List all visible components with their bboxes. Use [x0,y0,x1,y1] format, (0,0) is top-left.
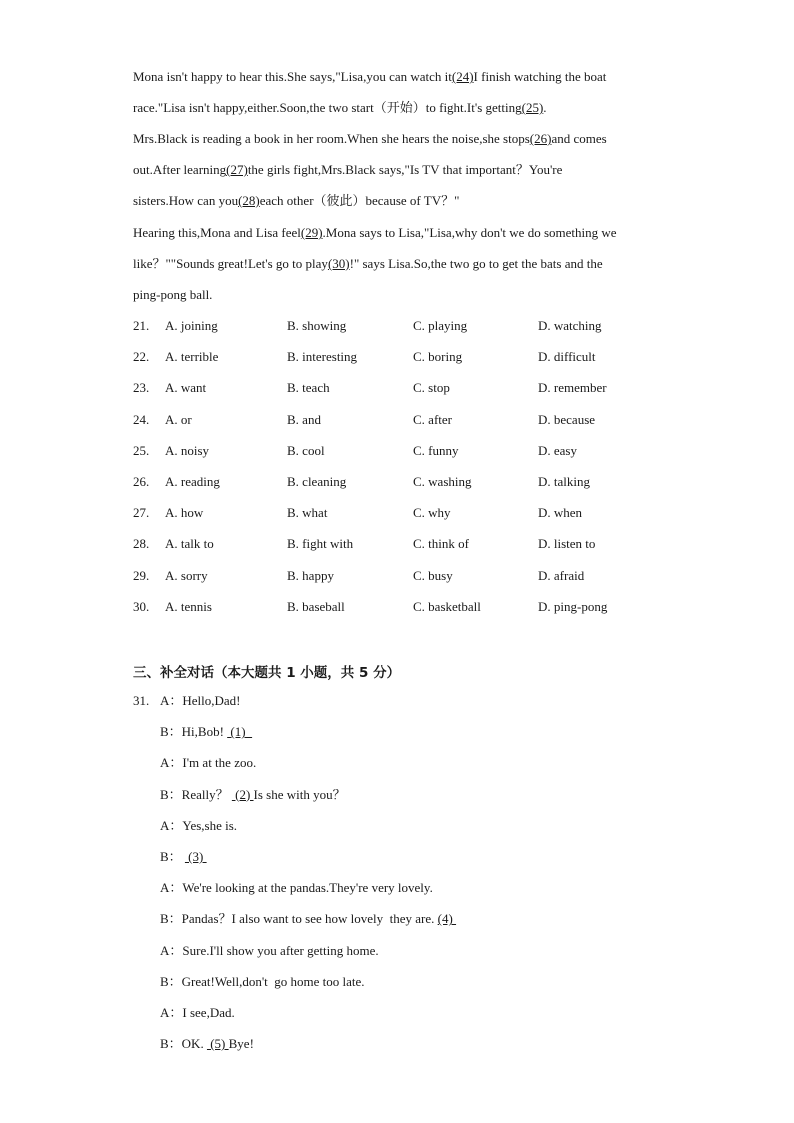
option-a: A. reading [165,474,220,489]
option-b: B. teach [287,380,330,396]
blank-24: (24) [451,69,474,84]
question-number: 28. [133,536,150,552]
option-d: D. easy [538,442,577,458]
option-d: D. talking [538,474,590,489]
passage-line-4 [133,162,562,178]
question-number: 25. [133,442,150,458]
option-c: C. think of [413,536,469,552]
dialogue-line [160,1005,235,1021]
speaker-label: A： [160,817,183,833]
dialogue-text: I'm at the zoo. [182,755,257,771]
passage-text: . [543,100,547,115]
passage-text: and comes [551,131,607,146]
dialogue-text: Is she with you？ [253,786,346,802]
question-number: 26. [133,474,150,489]
option-d: D. when [538,505,583,521]
option-a: A. sorry [165,567,208,583]
passage-text: !" says Lisa.So,the two go to get the bats and the [349,256,603,271]
option-d: D. because [538,411,596,427]
option-a: A. noisy [165,442,210,458]
blank-28: (28) [238,193,260,208]
passage-text: Mrs.Black is reading a book in her room.When she hears the noise,she stops [133,131,530,146]
option-c: C. boring [413,349,463,365]
passage-text: .Mona says to Lisa,"Lisa,why don't we do something we [322,225,617,240]
passage-text: like？""Sounds great!Let's go to play [133,256,328,271]
speaker-label: B： [160,849,182,864]
question-number: 23. [133,380,150,396]
dialogue-line [160,880,433,896]
dialogue-line [160,787,346,803]
dialogue-blank: (5) [206,1036,229,1052]
speaker-label: B： [160,1036,182,1052]
dialogue-line [160,724,252,740]
option-b: B. interesting [287,349,358,365]
dialogue-line [160,755,256,771]
option-a: A. talk to [165,536,214,552]
option-c: C. why [413,505,451,521]
question-number: 27. [133,505,150,521]
option-c: C. washing [413,474,472,489]
option-b: B. cleaning [287,474,347,489]
speaker-label: A： [160,755,183,771]
dialogue-blank: (1) [227,724,253,740]
passage-text: Hearing this,Mona and Lisa feel [133,225,301,240]
option-a: A. tennis [165,598,212,614]
speaker-label: A： [160,942,183,958]
option-b: B. cool [287,442,325,458]
speaker-label: A： [160,1005,183,1020]
option-a: A. joining [165,318,218,333]
option-c: C. busy [413,567,453,583]
option-c: C. basketball [413,598,481,614]
option-d: D. ping-pong [538,598,608,614]
question-number: 24. [133,411,150,427]
passage-text: sisters.How can you [133,193,239,208]
blank-26: (26) [529,131,552,146]
dialogue-text: Bye! [228,1036,254,1052]
dialogue-line [160,974,365,990]
speaker-label: B： [160,786,182,802]
passage-line-5 [133,193,459,209]
option-a: A. want [165,380,207,396]
question-number: 29. [133,567,150,583]
option-a: A. terrible [165,349,219,365]
option-c: C. funny [413,442,459,458]
option-c: C. playing [413,318,468,333]
passage-line-2 [133,100,547,116]
passage-line-7 [133,256,603,272]
passage-text: the girls fight,Mrs.Black says,"Is TV that important？You're [247,162,563,177]
dialogue-text: We're looking at the pandas.They're very lovely. [182,880,433,896]
dialogue-blank: (2) [231,786,254,802]
option-b: B. fight with [287,536,354,552]
dialogue-line [160,1036,254,1052]
blank-27: (27) [226,162,248,177]
speaker-label: B： [160,724,182,740]
dialogue-text: OK. [181,1036,207,1052]
option-b: B. what [287,505,328,521]
dialogue-line [160,943,379,959]
dialogue-blank: (4) [437,911,457,927]
section-title: 三、补全对话（本大题共 1 小题，共 5 分） [133,665,401,681]
option-a: A. how [165,505,204,521]
speaker-label: A： [160,880,183,896]
speaker-label: B： [160,973,182,989]
option-d: D. afraid [538,567,585,583]
dialogue-text: Yes,she is. [182,817,238,833]
dialogue-text: Hi,Bob! [181,724,228,740]
passage-line-3 [133,131,607,147]
passage-line-8: ping-pong ball. [133,287,213,302]
dialogue-blank: (3) [184,849,207,864]
passage-text: each other（彼此）because of TV？" [259,193,460,208]
question-number: 22. [133,349,150,365]
option-b: B. showing [287,318,347,333]
dialogue-text: I see,Dad. [182,1005,235,1020]
blank-30: (30) [327,256,350,271]
passage-text: race."Lisa isn't happy,either.Soon,the two start（开始）to fight.It's getting [133,100,522,115]
question-number: 30. [133,598,150,614]
speaker-label: B： [160,911,182,927]
passage-line-1 [133,69,606,85]
option-d: D. listen to [538,536,596,552]
dialogue-line [160,818,237,834]
option-a: A. or [165,411,192,427]
option-c: C. stop [413,380,450,396]
dialogue-text: Hello,Dad! [182,693,241,708]
dialogue-line [160,849,207,865]
question-number: 21. [133,318,150,333]
dialogue-text: Great!Well,don't go home too late. [181,973,365,989]
blank-29: (29) [300,225,323,240]
option-d: D. remember [538,380,607,396]
dialogue-text: Really？ [181,786,232,802]
dialogue-line [160,693,241,709]
option-b: B. and [287,411,321,427]
passage-line-6 [133,225,617,241]
blank-25: (25) [521,100,544,115]
passage-text: Mona isn't happy to hear this.She says,"Lisa,you can watch it [133,69,452,84]
speaker-label: A： [160,693,183,708]
option-c: C. after [413,411,452,427]
option-d: D. difficult [538,349,596,365]
dialogue-line [160,911,456,927]
dialogue-text: Sure.I'll show you after getting home. [182,942,379,958]
passage-text: out.After learning [133,162,227,177]
option-b: B. baseball [287,598,345,614]
question-number: 31. [133,693,150,708]
option-b: B. happy [287,567,334,583]
passage-text: I finish watching the boat [473,69,607,84]
option-d: D. watching [538,318,602,333]
dialogue-text: Pandas？I also want to see how lovely they are. [181,911,438,927]
